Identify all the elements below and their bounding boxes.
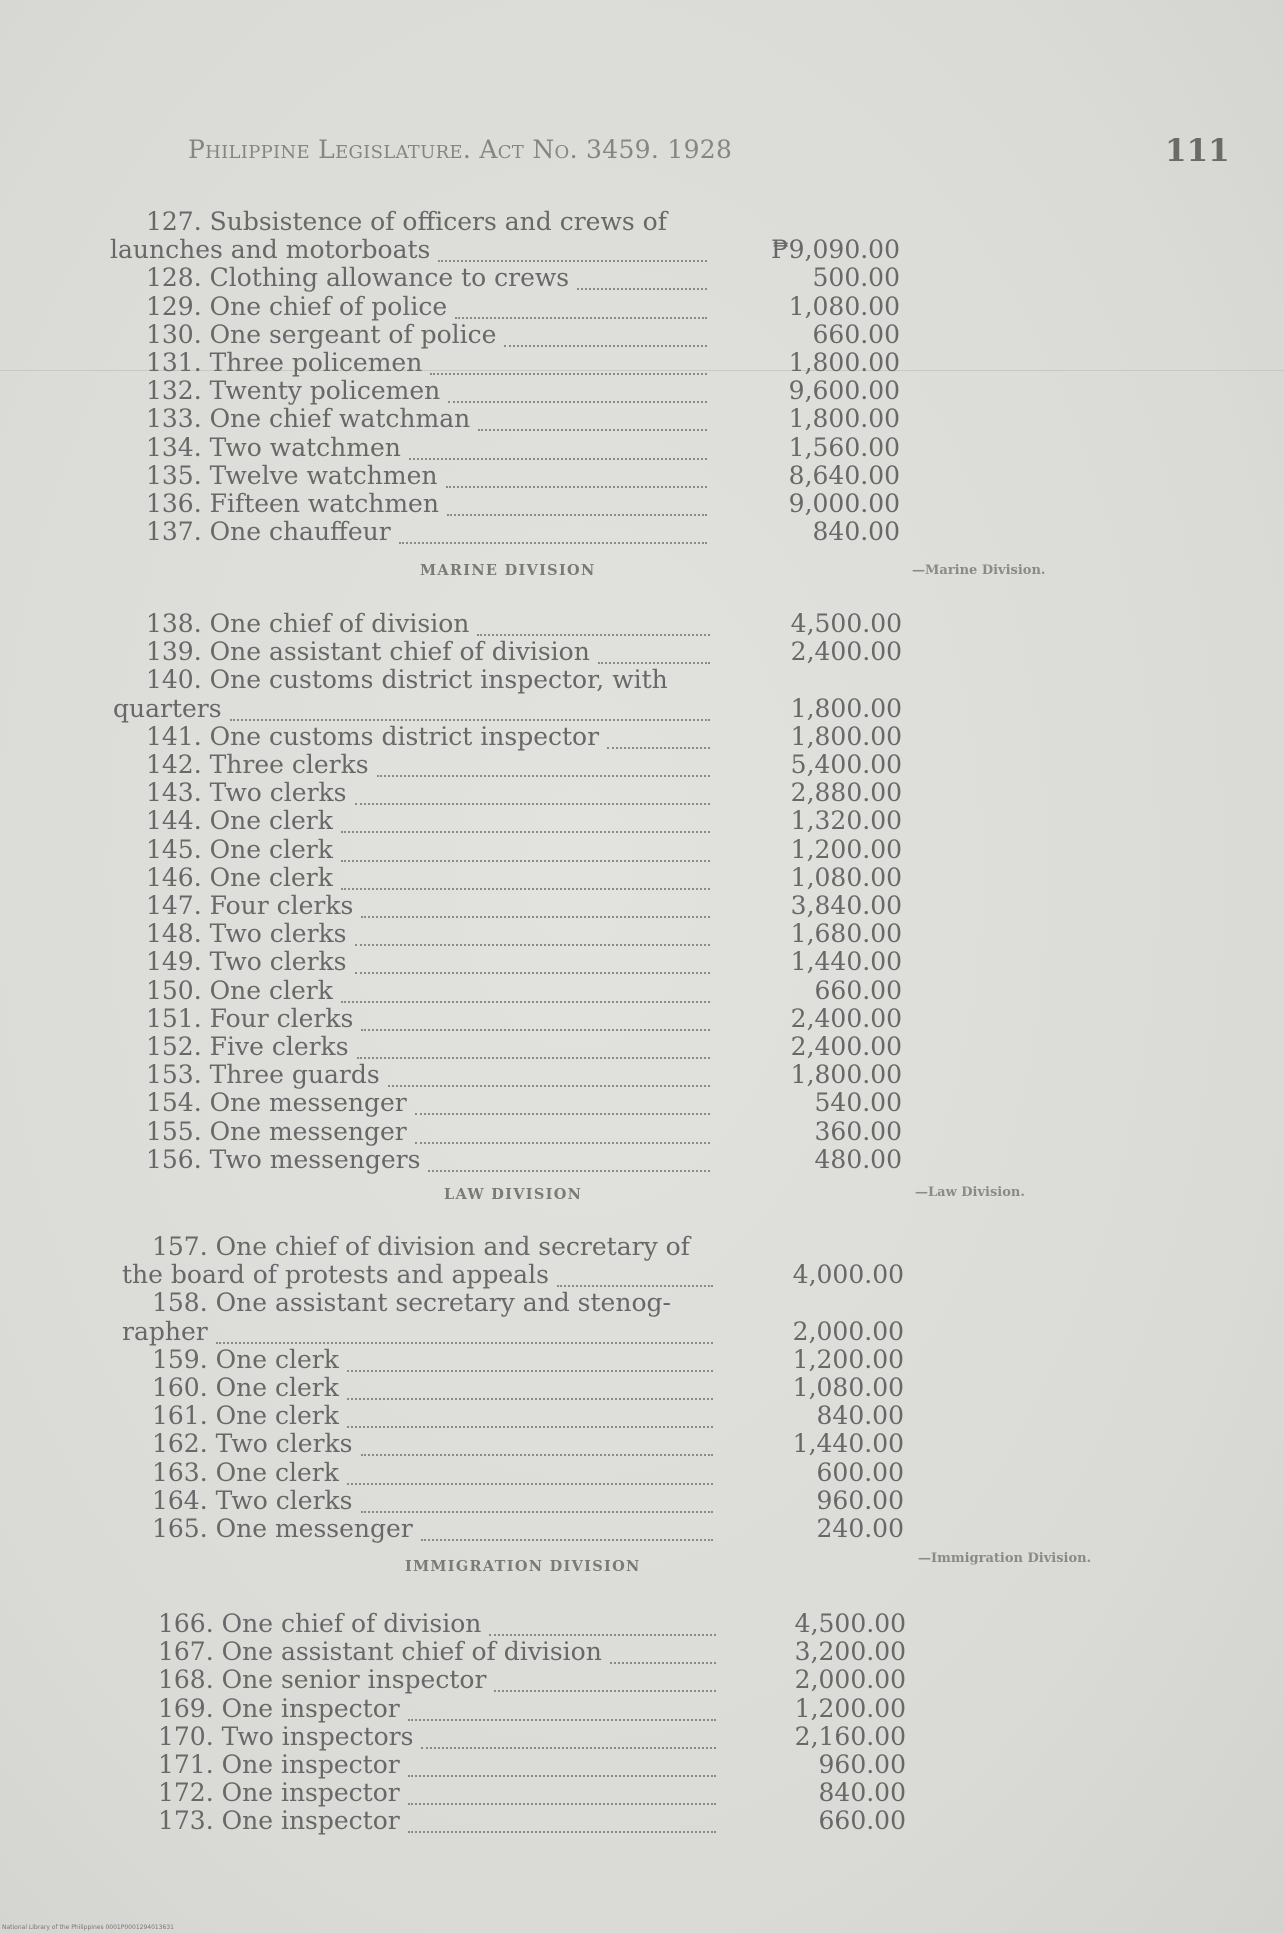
dot-leader	[448, 377, 707, 403]
dot-leader	[341, 977, 710, 1003]
line-item	[0, 518, 1284, 546]
dot-leader	[477, 610, 710, 636]
item-amount: 2,160.00	[794, 1721, 906, 1751]
margin-note: —Marine Division.	[912, 563, 1046, 578]
item-label-continuation: quarters	[113, 693, 222, 723]
item-amount: 2,000.00	[794, 1665, 906, 1695]
item-label: 149. Two clerks	[146, 947, 347, 977]
line-item	[0, 1118, 1284, 1146]
item-label: 147. Four clerks	[146, 891, 354, 920]
item-amount: 500.00	[812, 263, 900, 293]
item-amount: 4,500.00	[790, 609, 902, 638]
item-label: 133. One chief watchman	[146, 404, 471, 434]
line-item	[0, 1515, 1284, 1543]
item-amount: 960.00	[816, 1485, 904, 1515]
dot-leader	[610, 1638, 716, 1664]
dot-leader	[341, 807, 710, 833]
item-label: 150. One clerk	[146, 975, 333, 1005]
item-amount: 600.00	[816, 1457, 904, 1487]
item-amount: 480.00	[814, 1144, 902, 1174]
item-label: 157. One chief of division and secretary of	[152, 1232, 690, 1261]
item-amount: 960.00	[818, 1750, 906, 1779]
dot-leader	[408, 1807, 716, 1833]
dot-leader	[421, 1515, 713, 1541]
line-item	[0, 264, 1284, 292]
item-label: 128. Clothing allowance to crews	[146, 263, 570, 293]
line-item	[0, 610, 1284, 638]
dot-leader	[357, 1033, 710, 1059]
item-label: 173. One inspector	[158, 1806, 400, 1836]
section-title: MARINE DIVISION	[420, 562, 596, 579]
item-amount: 1,080.00	[792, 1373, 904, 1402]
item-amount: 1,560.00	[788, 432, 900, 462]
item-label: 146. One clerk	[146, 862, 333, 892]
item-label: 165. One messenger	[152, 1514, 413, 1543]
running-head: Philippine Legislature. Act No. 3459. 1928	[188, 135, 733, 164]
line-item	[0, 1610, 1284, 1638]
line-item	[0, 977, 1284, 1005]
dot-leader	[455, 293, 707, 319]
item-label: 145. One clerk	[146, 834, 333, 864]
item-label-continuation: launches and motorboats	[110, 235, 431, 265]
item-label: 155. One messenger	[146, 1116, 407, 1146]
item-amount: 1,320.00	[790, 806, 902, 836]
line-item	[0, 1289, 1284, 1317]
item-label: 170. Two inspectors	[158, 1721, 414, 1751]
item-amount: 8,640.00	[788, 460, 900, 490]
line-item	[0, 321, 1284, 349]
item-amount: 1,800.00	[790, 693, 902, 723]
dot-leader	[347, 1402, 713, 1428]
item-amount: 1,800.00	[790, 1060, 902, 1090]
line-item	[0, 638, 1284, 666]
dot-leader	[577, 264, 707, 290]
item-amount: 2,400.00	[790, 637, 902, 667]
item-amount: 660.00	[812, 319, 900, 349]
line-item-continuation	[0, 1318, 1284, 1346]
item-label: 161. One clerk	[152, 1401, 339, 1431]
item-amount: 4,500.00	[794, 1609, 906, 1638]
item-label: 153. Three guards	[146, 1060, 380, 1090]
item-label: 139. One assistant chief of division	[146, 637, 590, 667]
line-item	[0, 1146, 1284, 1174]
line-item	[0, 1638, 1284, 1666]
dot-leader	[607, 723, 710, 749]
item-label-continuation: rapher	[122, 1316, 208, 1346]
dot-leader	[489, 1610, 716, 1636]
item-label: 172. One inspector	[158, 1778, 400, 1808]
item-amount: 2,400.00	[790, 1003, 902, 1033]
line-item	[0, 1089, 1284, 1117]
item-amount: 1,080.00	[788, 291, 900, 321]
item-label: 166. One chief of division	[158, 1609, 482, 1638]
line-item	[0, 1779, 1284, 1807]
dot-leader	[399, 518, 707, 544]
line-item	[0, 892, 1284, 920]
line-item	[0, 1061, 1284, 1089]
line-item	[0, 1666, 1284, 1694]
item-label: 164. Two clerks	[152, 1485, 353, 1515]
item-label: 141. One customs district inspector	[146, 721, 600, 751]
dot-leader	[478, 405, 707, 431]
item-amount: 840.00	[818, 1778, 906, 1808]
item-amount: 1,200.00	[790, 834, 902, 864]
scan-identifier: National Library of the Philippines 0001P0001294013631	[2, 1924, 174, 1931]
line-item	[0, 666, 1284, 694]
line-item	[0, 1374, 1284, 1402]
item-amount: 1,800.00	[788, 348, 900, 377]
line-item	[0, 751, 1284, 779]
line-item	[0, 208, 1284, 236]
item-label: 160. One clerk	[152, 1373, 339, 1402]
line-item-continuation	[0, 695, 1284, 723]
line-item	[0, 779, 1284, 807]
dot-leader	[355, 920, 710, 946]
item-label: 148. Two clerks	[146, 919, 347, 949]
item-amount: 5,400.00	[790, 750, 902, 779]
dot-leader	[421, 1723, 716, 1749]
dot-leader	[377, 751, 710, 777]
item-label: 159. One clerk	[152, 1344, 339, 1374]
line-item	[0, 1233, 1284, 1261]
item-amount: 1,080.00	[790, 862, 902, 892]
item-label: 163. One clerk	[152, 1457, 339, 1487]
dot-leader	[341, 836, 710, 862]
item-label: 130. One sergeant of police	[146, 319, 497, 349]
dot-leader	[430, 349, 707, 375]
dot-leader	[347, 1459, 713, 1485]
item-label: 138. One chief of division	[146, 609, 470, 638]
item-label: 152. Five clerks	[146, 1032, 349, 1061]
item-amount: 2,400.00	[790, 1032, 902, 1061]
dot-leader	[361, 1430, 713, 1456]
dot-leader	[361, 892, 710, 918]
item-amount: 660.00	[818, 1806, 906, 1836]
item-amount: 660.00	[814, 975, 902, 1005]
dot-leader	[494, 1666, 716, 1692]
dot-leader	[557, 1261, 713, 1287]
section-title: IMMIGRATION DIVISION	[405, 1558, 641, 1575]
line-item	[0, 1807, 1284, 1835]
dot-leader	[415, 1118, 710, 1144]
dot-leader	[428, 1146, 710, 1172]
line-item	[0, 293, 1284, 321]
line-item	[0, 836, 1284, 864]
item-amount: 1,680.00	[790, 919, 902, 949]
dot-leader	[408, 1779, 716, 1805]
dot-leader	[388, 1061, 710, 1087]
line-item	[0, 1695, 1284, 1723]
margin-note: —Immigration Division.	[918, 1551, 1092, 1566]
line-item	[0, 864, 1284, 892]
line-item	[0, 723, 1284, 751]
item-label: 171. One inspector	[158, 1750, 400, 1779]
line-item-continuation	[0, 1261, 1284, 1289]
dot-leader	[347, 1374, 713, 1400]
item-label: 142. Three clerks	[146, 750, 369, 779]
line-item	[0, 1723, 1284, 1751]
item-amount: 1,440.00	[790, 947, 902, 977]
dot-leader	[415, 1089, 710, 1115]
line-item	[0, 1346, 1284, 1374]
line-item	[0, 1402, 1284, 1430]
dot-leader	[355, 779, 710, 805]
line-item	[0, 807, 1284, 835]
item-amount: 4,000.00	[792, 1260, 904, 1290]
dot-leader	[408, 1695, 716, 1721]
line-item	[0, 948, 1284, 976]
line-item	[0, 1033, 1284, 1061]
item-amount: 3,200.00	[794, 1637, 906, 1667]
dot-leader	[361, 1487, 713, 1513]
item-label: 167. One assistant chief of division	[158, 1637, 602, 1667]
item-label: 143. Two clerks	[146, 778, 347, 808]
item-label: 162. Two clerks	[152, 1429, 353, 1459]
line-item-continuation	[0, 236, 1284, 264]
item-label: 137. One chauffeur	[146, 517, 391, 547]
line-item	[0, 1751, 1284, 1779]
line-item	[0, 349, 1284, 377]
line-item	[0, 434, 1284, 462]
item-amount: 840.00	[816, 1401, 904, 1431]
dot-leader	[355, 948, 710, 974]
item-label: 140. One customs district inspector, with	[146, 665, 668, 695]
margin-note: —Law Division.	[915, 1185, 1025, 1200]
dot-leader	[216, 1318, 713, 1344]
item-label: 132. Twenty policemen	[146, 376, 441, 406]
item-label: 168. One senior inspector	[158, 1665, 487, 1695]
line-item	[0, 920, 1284, 948]
dot-leader	[409, 434, 707, 460]
item-label-continuation: the board of protests and appeals	[122, 1260, 549, 1290]
item-amount: 1,200.00	[794, 1693, 906, 1723]
item-amount: 1,440.00	[792, 1429, 904, 1459]
item-label: 127. Subsistence of officers and crews of	[146, 207, 667, 236]
item-amount: 360.00	[814, 1116, 902, 1146]
item-label: 154. One messenger	[146, 1088, 407, 1118]
dot-leader	[408, 1751, 716, 1777]
dot-leader	[438, 236, 707, 262]
dot-leader	[230, 695, 710, 721]
item-label: 151. Four clerks	[146, 1003, 354, 1033]
item-label: 135. Twelve watchmen	[146, 460, 438, 490]
dot-leader	[447, 490, 707, 516]
item-label: 158. One assistant secretary and stenog-	[152, 1288, 671, 1318]
item-amount: 2,000.00	[792, 1316, 904, 1346]
line-item	[0, 490, 1284, 518]
item-label: 156. Two messengers	[146, 1144, 421, 1174]
dot-leader	[504, 321, 707, 347]
item-amount: 240.00	[816, 1514, 904, 1543]
dot-leader	[341, 864, 710, 890]
item-amount: 1,200.00	[792, 1344, 904, 1374]
item-amount: 840.00	[812, 517, 900, 547]
item-amount: 1,800.00	[788, 404, 900, 434]
item-amount: 9,000.00	[788, 489, 900, 518]
section-title: LAW DIVISION	[444, 1186, 583, 1203]
line-item	[0, 405, 1284, 433]
line-item	[0, 1430, 1284, 1458]
dot-leader	[446, 462, 707, 488]
item-label: 169. One inspector	[158, 1693, 400, 1723]
line-item	[0, 1459, 1284, 1487]
line-item	[0, 377, 1284, 405]
item-amount: 3,840.00	[790, 891, 902, 920]
item-label: 129. One chief of police	[146, 291, 448, 321]
dot-leader	[347, 1346, 713, 1372]
item-amount: 540.00	[814, 1088, 902, 1118]
item-amount: 1,800.00	[790, 721, 902, 751]
item-label: 131. Three policemen	[146, 348, 423, 377]
item-label: 136. Fifteen watchmen	[146, 489, 439, 518]
line-item	[0, 1005, 1284, 1033]
item-label: 134. Two watchmen	[146, 432, 401, 462]
line-item	[0, 1487, 1284, 1515]
item-label: 144. One clerk	[146, 806, 333, 836]
item-amount: 9,600.00	[788, 376, 900, 406]
dot-leader	[598, 638, 710, 664]
dot-leader	[361, 1005, 710, 1031]
item-amount: 2,880.00	[790, 778, 902, 808]
page-number: 111	[1165, 133, 1230, 169]
item-amount: ₱9,090.00	[771, 235, 900, 265]
line-item	[0, 462, 1284, 490]
